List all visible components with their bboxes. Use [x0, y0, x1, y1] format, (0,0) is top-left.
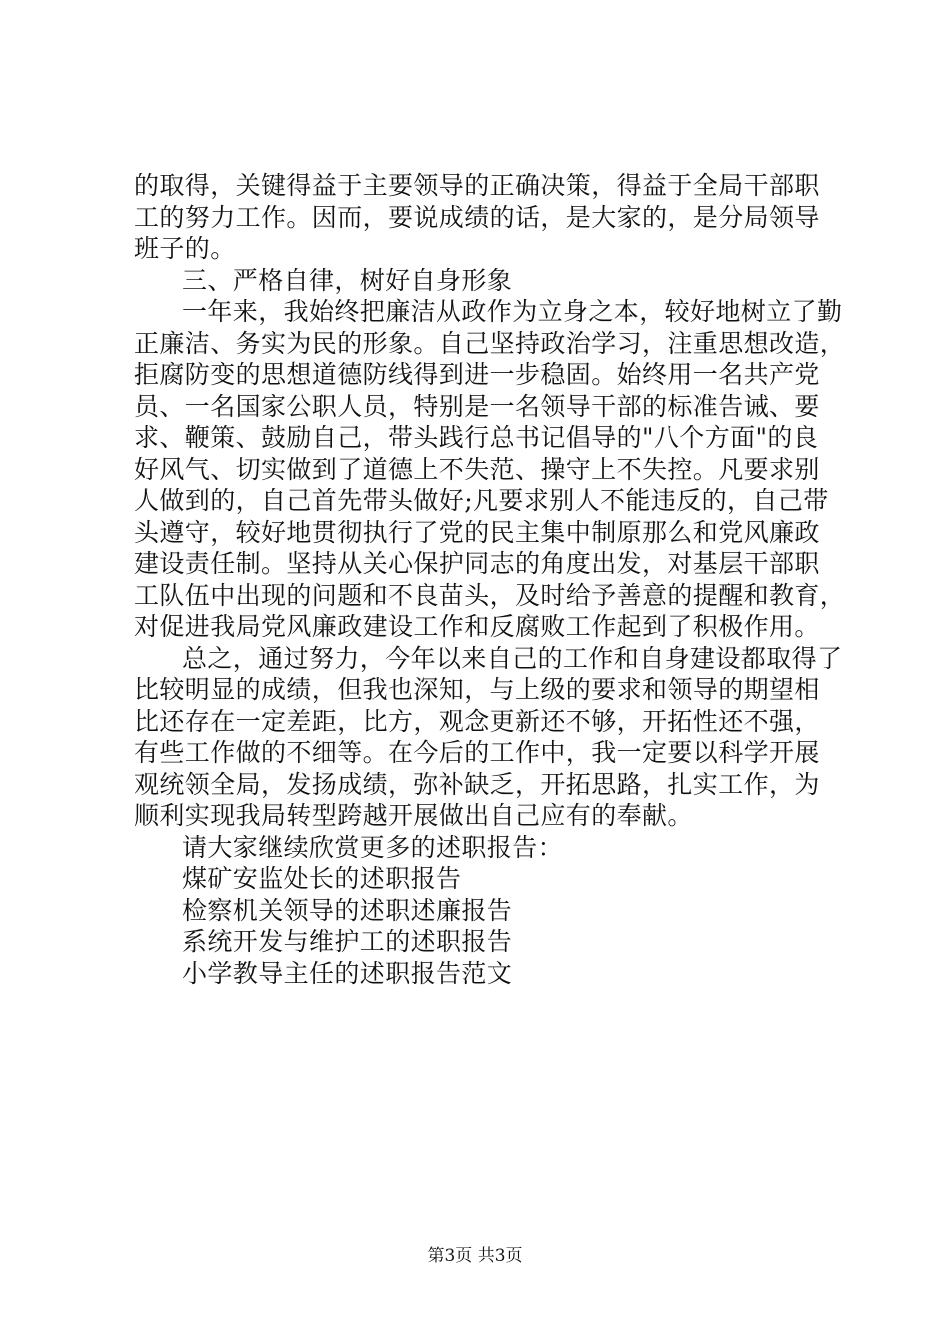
text-line: 人做到的，自己首先带头做好;凡要求别人不能违反的，自己带: [134, 486, 829, 515]
text-line: 的取得，关键得益于主要领导的正确决策，得益于全局干部职: [134, 171, 820, 200]
text-line: 请大家继续欣赏更多的述职报告：: [182, 832, 564, 862]
text-line: 比较明显的成绩，但我也深知，与上级的要求和领导的期望相: [134, 675, 820, 704]
text-line: 工队伍中出现的问题和不良苗头，及时给予善意的提醒和教育，: [134, 580, 846, 610]
text-line: 一年来，我始终把廉洁从政作为立身之本，较好地树立了勤: [182, 297, 843, 326]
related-report-link[interactable]: 检察机关领导的述职述廉报告: [182, 895, 513, 925]
related-report-link[interactable]: 小学教导主任的述职报告范文: [182, 958, 513, 988]
text-line: 顺利实现我局转型跨越开展做出自己应有的奉献。: [134, 801, 693, 830]
text-line: 建设责任制。坚持从关心保护同志的角度出发，对基层干部职: [134, 549, 820, 578]
text-line: 员、一名国家公职人员，特别是一名领导干部的标准告诫、要: [134, 391, 820, 421]
text-line: 正廉洁、务实为民的形象。自己坚持政治学习，注重思想改造，: [134, 328, 846, 358]
related-report-link[interactable]: 煤矿安监处长的述职报告: [182, 864, 462, 893]
page-number-footer: 第3页 共3页: [427, 1246, 523, 1266]
text-line: 观统领全局，发扬成绩，弥补缺乏，开拓思路，扎实工作，为: [134, 769, 820, 799]
text-line: 求、鞭策、鼓励自己，带头践行总书记倡导的"八个方面"的良: [134, 423, 819, 452]
text-line: 头遵守，较好地贯彻执行了党的民主集中制原那么和党风廉政: [134, 517, 820, 547]
text-line: 班子的。: [134, 234, 236, 263]
related-report-link[interactable]: 系统开发与维护工的述职报告: [182, 927, 513, 956]
text-line: 比还存在一定差距，比方，观念更新还不够，开拓性还不强，: [134, 706, 820, 736]
text-line: 总之，通过努力，今年以来自己的工作和自身建设都取得了: [182, 643, 843, 673]
text-line: 工的努力工作。因而，要说成绩的话，是大家的，是分局领导: [134, 202, 820, 232]
text-line: 有些工作做的不细等。在今后的工作中，我一定要以科学开展: [134, 738, 820, 767]
text-line: 对促进我局党风廉政建设工作和反腐败工作起到了积极作用。: [134, 612, 820, 641]
text-line: 拒腐防变的思想道德防线得到进一步稳固。始终用一名共产党: [134, 360, 820, 389]
text-line: 好风气、切实做到了道德上不失范、操守上不失控。凡要求别: [134, 454, 820, 484]
section-heading: 三、严格自律，树好自身形象: [182, 265, 513, 295]
document-body: [134, 170, 850, 989]
